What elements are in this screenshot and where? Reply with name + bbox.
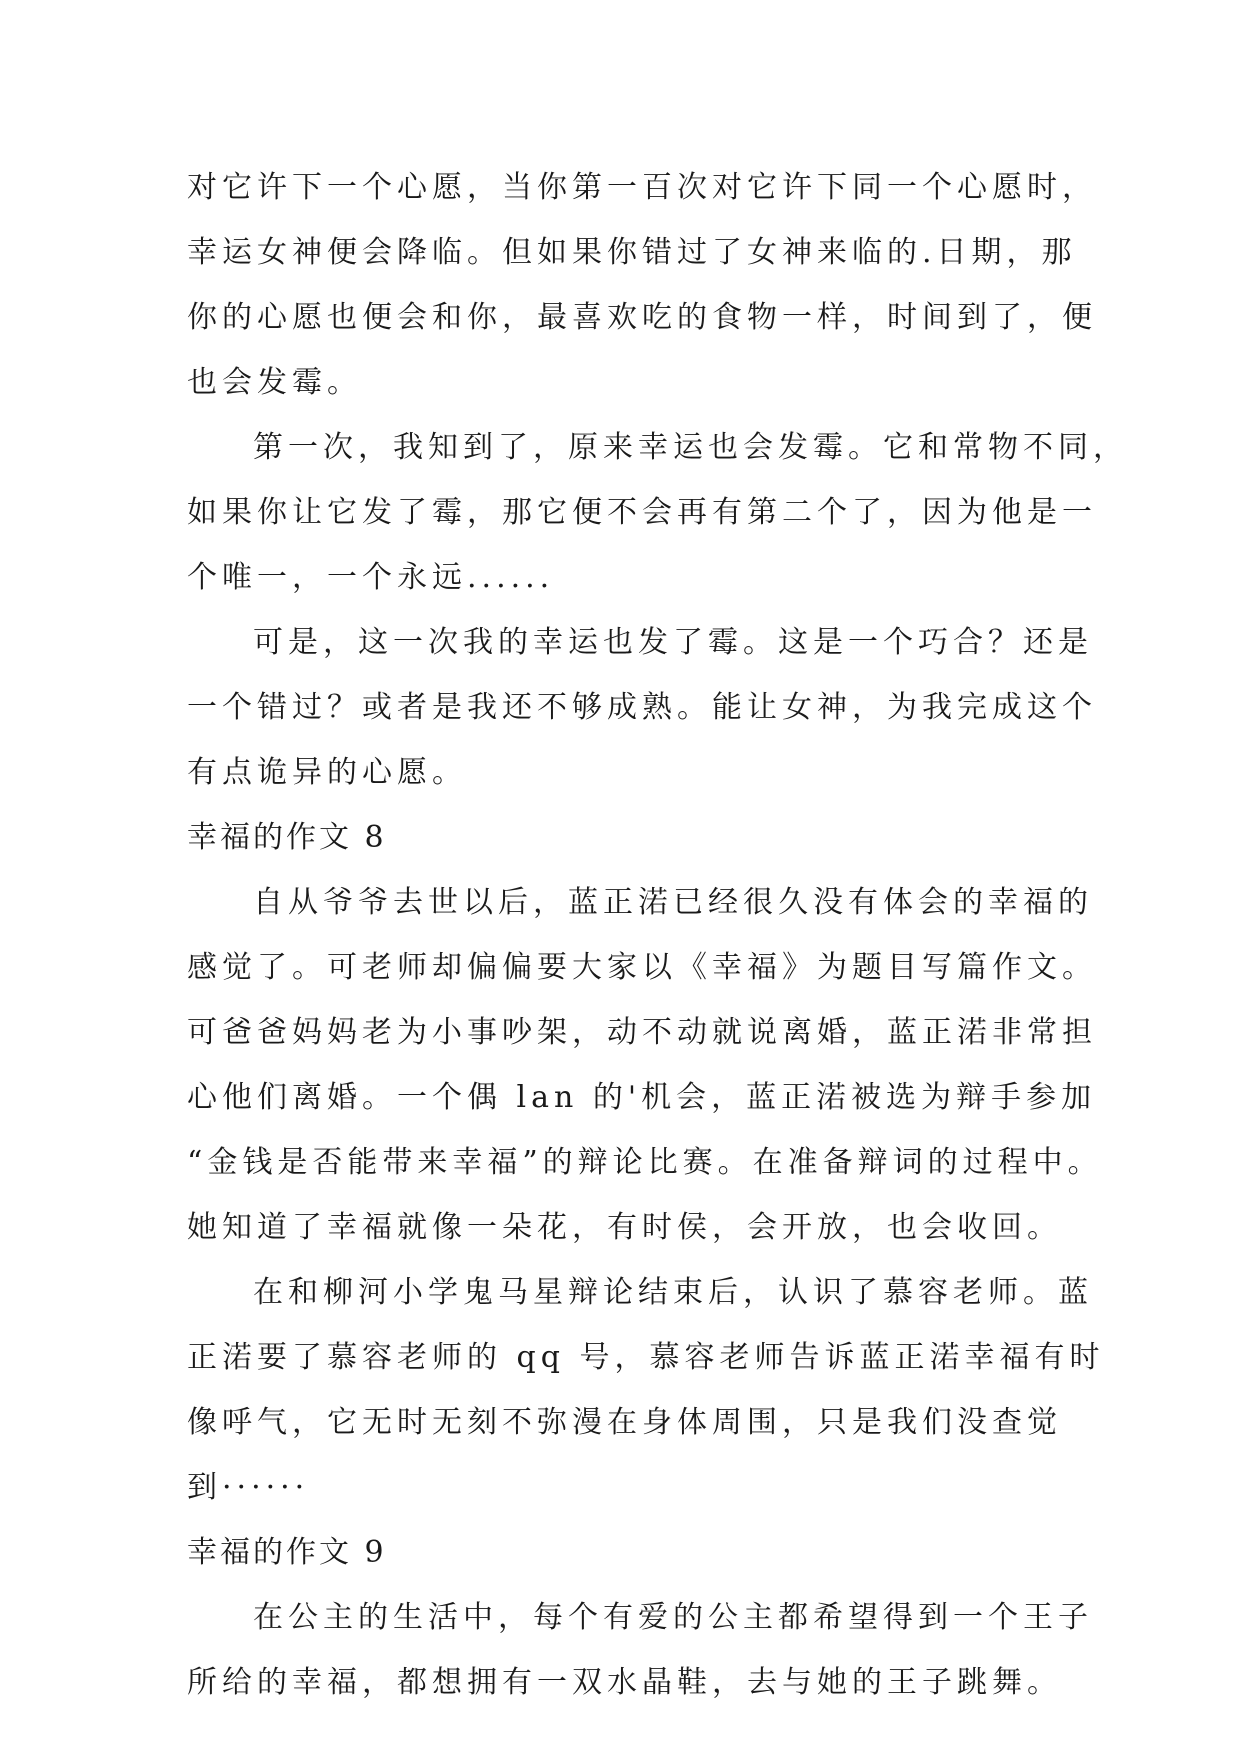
text-line: 到······ xyxy=(187,1470,310,1505)
text-line: 个唯一，一个永远...... xyxy=(187,560,555,595)
text-line: 也会发霉。 xyxy=(187,365,362,400)
text-line: 她知道了幸福就像一朵花，有时侯，会开放，也会收回。 xyxy=(187,1210,1062,1245)
text-line: 幸运女神便会降临。但如果你错过了女神来临的.日期，那 xyxy=(187,235,1077,270)
paragraph xyxy=(187,610,1097,805)
text-line: 可是，这一次我的幸运也发了霉。这是一个巧合？还是 xyxy=(253,625,1093,660)
text-line: 在和柳河小学鬼马星辩论结束后，认识了慕容老师。蓝 xyxy=(253,1275,1093,1310)
text-line: “金钱是否能带来幸福”的辩论比赛。在准备辩词的过程中。 xyxy=(187,1145,1103,1180)
document-page xyxy=(187,155,1128,1715)
section-heading: 幸福的作文 8 xyxy=(187,820,387,855)
text-line: 第一次，我知到了，原来幸运也会发霉。它和常物不同， xyxy=(253,430,1128,465)
paragraph xyxy=(187,1260,1105,1520)
paragraph xyxy=(187,1585,1093,1715)
text-line: 如果你让它发了霉，那它便不会再有第二个了，因为他是一 xyxy=(187,495,1097,530)
section-heading: 幸福的作文 9 xyxy=(187,1535,387,1570)
paragraph xyxy=(187,415,1128,610)
text-line: 有点诡异的心愿。 xyxy=(187,755,467,790)
text-line: 正渃要了慕容老师的 qq 号，慕容老师告诉蓝正渃幸福有时 xyxy=(187,1340,1105,1375)
paragraph xyxy=(187,155,1097,415)
text-line: 对它许下一个心愿，当你第一百次对它许下同一个心愿时， xyxy=(187,170,1097,205)
text-line: 感觉了。可老师却偏偏要大家以《幸福》为题目写篇作文。 xyxy=(187,950,1097,985)
text-line: 在公主的生活中，每个有爱的公主都希望得到一个王子 xyxy=(253,1600,1093,1635)
text-line: 可爸爸妈妈老为小事吵架，动不动就说离婚，蓝正渃非常担 xyxy=(187,1015,1097,1050)
text-line: 所给的幸福，都想拥有一双水晶鞋，去与她的王子跳舞。 xyxy=(187,1665,1062,1700)
text-line: 心他们离婚。一个偶 lan 的'机会，蓝正渃被选为辩手参加 xyxy=(187,1080,1097,1115)
paragraph xyxy=(187,870,1103,1260)
text-line: 像呼气，它无时无刻不弥漫在身体周围，只是我们没查觉 xyxy=(187,1405,1062,1440)
text-line: 你的心愿也便会和你，最喜欢吃的食物一样，时间到了，便 xyxy=(187,300,1097,335)
text-line: 自从爷爷去世以后，蓝正渃已经很久没有体会的幸福的 xyxy=(253,885,1093,920)
text-line: 一个错过？或者是我还不够成熟。能让女神，为我完成这个 xyxy=(187,690,1097,725)
